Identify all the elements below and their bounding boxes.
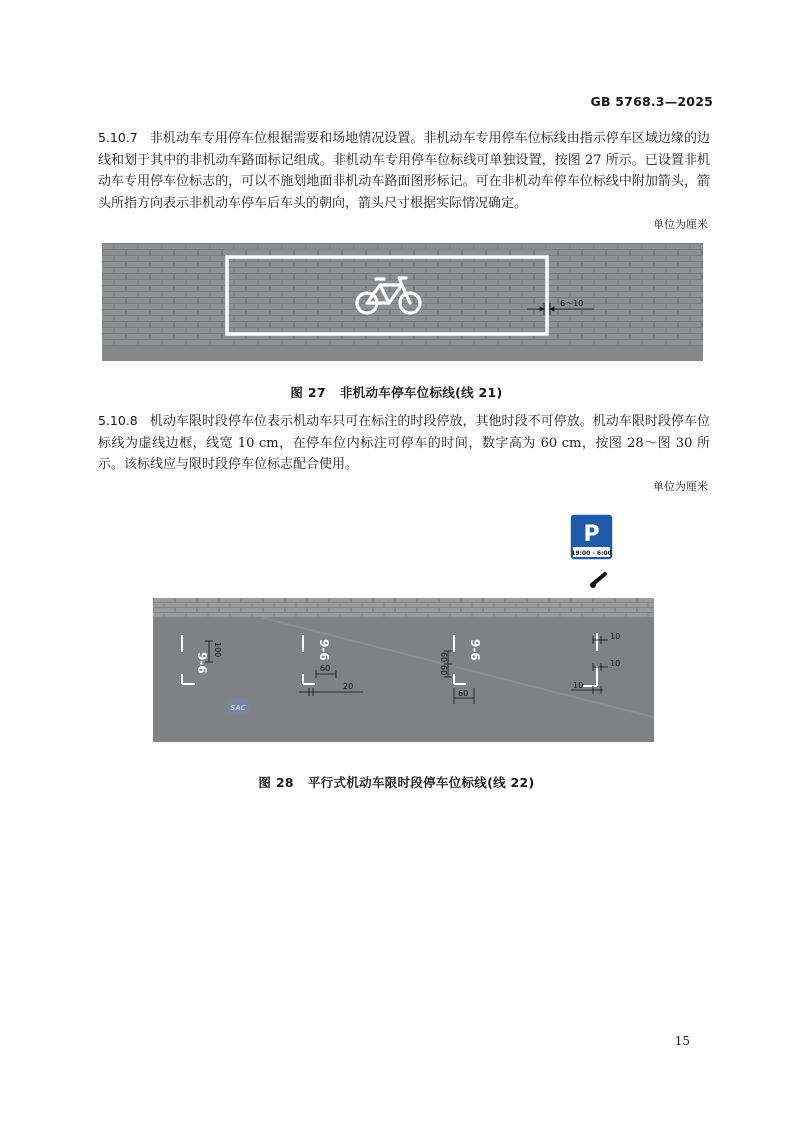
- figure-27-caption: [0, 383, 793, 401]
- unit-label: 单位为厘米: [653, 480, 708, 493]
- dimension-label: 6～10: [560, 299, 584, 308]
- road-time-text: 9-6: [195, 652, 209, 674]
- page-number: 15: [674, 1034, 690, 1048]
- caption-number: 图 28: [258, 775, 294, 790]
- figure-28-caption: [0, 773, 793, 791]
- figure-27-bicycle-parking-marking: [102, 243, 703, 361]
- sign-post-icon: [590, 574, 605, 588]
- dim-60-a: 60: [439, 652, 448, 663]
- sidewalk: [153, 598, 654, 618]
- unit-label: 单位为厘米: [653, 218, 708, 231]
- section-text: 非机动车专用停车位根据需要和场地情况设置。非机动车专用停车位标线由指示停车区域边缘的边线和划于其中的非机动车路面标记组成。非机动车专用停车位标线可单独设置，按图 27 所示。已设置非机动车专用停车位标志的，可以不施划地面非机动车路面图形标记。可在非机动车停车位标线中附加箭头，箭头所指方向表示非机动车停车后车头的朝向，箭头尺寸根据实际情况确定。: [98, 131, 710, 211]
- sac-watermark-logo: [227, 698, 249, 714]
- caption-title: 平行式机动车限时段停车位标线(线 22): [307, 775, 535, 790]
- paving-background: [102, 243, 703, 361]
- dim-60-bottom: 60: [458, 689, 469, 698]
- section-5-10-7: [98, 127, 710, 214]
- dim-10-c: 10: [573, 681, 584, 690]
- sign-letter: P: [583, 522, 600, 547]
- caption-number: 图 27: [290, 385, 326, 400]
- dim-20: 20: [343, 682, 354, 691]
- standard-number: GB 5768.3—2025: [590, 94, 713, 109]
- road-time-text: 9-6: [317, 639, 331, 661]
- dim-60-top: 60: [320, 664, 331, 673]
- sign-time: 19:00 - 6:00: [571, 550, 612, 557]
- dim-10-b: 10: [610, 659, 621, 668]
- caption-title: 非机动车停车位标线(线 21): [339, 385, 503, 400]
- dim-10-a: 10: [610, 632, 621, 641]
- section-text: 机动车限时段停车位表示机动车只可在标注的时段停放，其他时段不可停放。机动车限时段停车位标线为虚线边框，线宽 10 cm，在停车位内标注可停车的时间，数字高为 60 cm，按图 28～图 30 所示。该标线应与限时段停车位标志配合使用。: [98, 414, 710, 472]
- section-number: 5.10.7: [98, 130, 138, 145]
- section-5-10-8: [98, 410, 710, 476]
- road-surface: [153, 618, 654, 742]
- dim-60-b: 60: [439, 665, 448, 676]
- road-time-text: 9-6: [468, 639, 482, 661]
- parking-sign: [570, 514, 613, 560]
- watermark-text: SAC: [230, 704, 246, 712]
- paving-edge: [102, 346, 703, 361]
- dim-100: 100: [213, 642, 222, 658]
- section-number: 5.10.8: [98, 413, 138, 428]
- figure-28-time-limited-parking-marking: [153, 512, 654, 742]
